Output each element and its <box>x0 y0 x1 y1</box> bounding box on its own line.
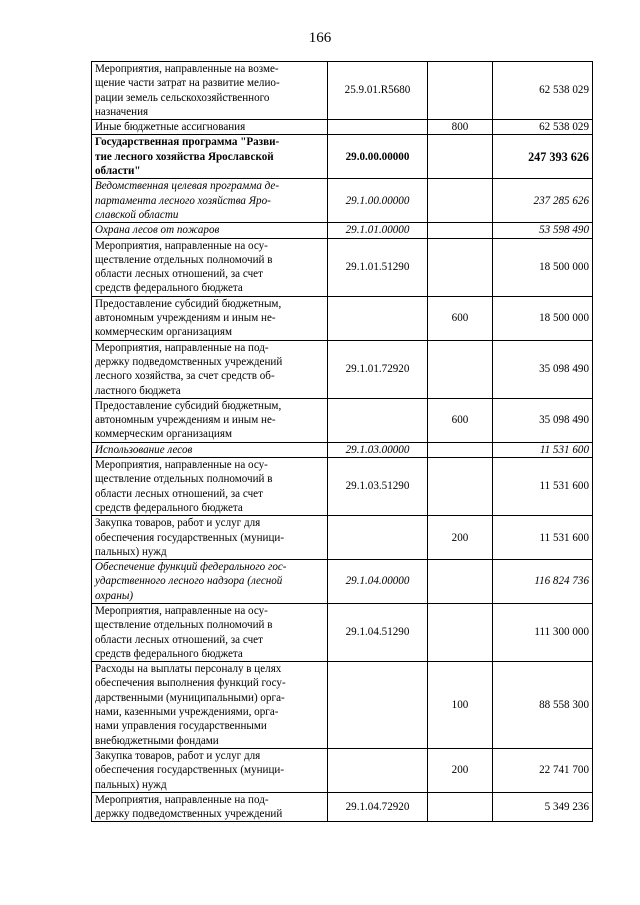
row-code-cell: 29.1.01.72920 <box>328 340 428 398</box>
row-expense-type-cell: 600 <box>428 296 493 340</box>
table-row <box>92 296 593 340</box>
row-name-cell: Обеспечение функций федерального гос- ударственного лесного надзора (лесной охраны) <box>92 560 328 604</box>
row-name-cell: Мероприятия, направленные на возме- щение части затрат на развитие мелио- рации земель сельскохозяйственного назначения <box>92 62 328 120</box>
row-code-cell: 29.0.00.00000 <box>328 135 428 179</box>
row-code-cell: 29.1.01.00000 <box>328 223 428 238</box>
row-expense-type-cell <box>428 442 493 457</box>
row-code-cell <box>328 120 428 135</box>
row-name-cell: Мероприятия, направленные на под- держку подведомственных учреждений <box>92 792 328 822</box>
table-row <box>92 62 593 120</box>
row-expense-type-cell <box>428 238 493 296</box>
row-sum-cell: 18 500 000 <box>493 296 593 340</box>
row-code-cell: 29.1.01.51290 <box>328 238 428 296</box>
table-row <box>92 238 593 296</box>
row-expense-type-cell <box>428 179 493 223</box>
row-sum-cell: 18 500 000 <box>493 238 593 296</box>
table-row <box>92 223 593 238</box>
row-name-cell: Мероприятия, направленные на осу- ществление отдельных полномочий в области лесных отношений, за счет средств федерального бюджета <box>92 458 328 516</box>
table-row <box>92 560 593 604</box>
table-row <box>92 748 593 792</box>
row-expense-type-cell: 800 <box>428 120 493 135</box>
row-code-cell <box>328 398 428 442</box>
row-expense-type-cell <box>428 458 493 516</box>
table-row <box>92 398 593 442</box>
row-expense-type-cell <box>428 62 493 120</box>
row-expense-type-cell: 200 <box>428 516 493 560</box>
row-expense-type-cell <box>428 792 493 822</box>
row-sum-cell: 5 349 236 <box>493 792 593 822</box>
row-code-cell: 29.1.04.00000 <box>328 560 428 604</box>
row-name-cell: Предоставление субсидий бюджетным, автономным учреждениям и иным не- коммерческим организациям <box>92 398 328 442</box>
row-name-cell: Иные бюджетные ассигнования <box>92 120 328 135</box>
row-name-cell: Мероприятия, направленные на осу- ществление отдельных полномочий в области лесных отношений, за счет средств федерального бюджета <box>92 238 328 296</box>
row-sum-cell: 88 558 300 <box>493 662 593 749</box>
row-name-cell: Охрана лесов от пожаров <box>92 223 328 238</box>
row-sum-cell: 35 098 490 <box>493 398 593 442</box>
row-code-cell: 29.1.03.51290 <box>328 458 428 516</box>
row-name-cell: Расходы на выплаты персоналу в целях обеспечения выполнения функций госу- дарственными (муниципальными) орга- нами, казенными учреждениями, орга- нами управления государственными внебюджетными фондами <box>92 662 328 749</box>
row-sum-cell: 247 393 626 <box>493 135 593 179</box>
row-expense-type-cell: 100 <box>428 662 493 749</box>
table-row <box>92 792 593 822</box>
table-row <box>92 458 593 516</box>
row-name-cell: Государственная программа "Разви- тие лесного хозяйства Ярославской области" <box>92 135 328 179</box>
table-row <box>92 179 593 223</box>
row-code-cell <box>328 516 428 560</box>
row-name-cell: Мероприятия, направленные на осу- ществление отдельных полномочий в области лесных отношений, за счет средств федерального бюджета <box>92 603 328 661</box>
row-code-cell: 25.9.01.R5680 <box>328 62 428 120</box>
table-row <box>92 135 593 179</box>
row-expense-type-cell: 200 <box>428 748 493 792</box>
row-name-cell: Использование лесов <box>92 442 328 457</box>
table-row <box>92 662 593 749</box>
row-code-cell: 29.1.00.00000 <box>328 179 428 223</box>
row-sum-cell: 11 531 600 <box>493 442 593 457</box>
row-sum-cell: 11 531 600 <box>493 516 593 560</box>
row-sum-cell: 111 300 000 <box>493 603 593 661</box>
row-code-cell: 29.1.03.00000 <box>328 442 428 457</box>
row-code-cell <box>328 748 428 792</box>
table-row <box>92 442 593 457</box>
row-sum-cell: 35 098 490 <box>493 340 593 398</box>
row-sum-cell: 62 538 029 <box>493 62 593 120</box>
row-expense-type-cell <box>428 560 493 604</box>
table-row <box>92 603 593 661</box>
table-row <box>92 340 593 398</box>
page-number: 166 <box>308 30 332 46</box>
row-sum-cell: 62 538 029 <box>493 120 593 135</box>
row-name-cell: Закупка товаров, работ и услуг для обеспечения государственных (муници- пальных) нужд <box>92 516 328 560</box>
row-sum-cell: 22 741 700 <box>493 748 593 792</box>
row-sum-cell: 53 598 490 <box>493 223 593 238</box>
row-code-cell: 29.1.04.51290 <box>328 603 428 661</box>
row-expense-type-cell <box>428 603 493 661</box>
row-expense-type-cell <box>428 340 493 398</box>
row-sum-cell: 237 285 626 <box>493 179 593 223</box>
row-name-cell: Предоставление субсидий бюджетным, автономным учреждениям и иным не- коммерческим организациям <box>92 296 328 340</box>
row-name-cell: Ведомственная целевая программа де- партамента лесного хозяйства Яро- славской области <box>92 179 328 223</box>
row-expense-type-cell: 600 <box>428 398 493 442</box>
row-name-cell: Закупка товаров, работ и услуг для обеспечения государственных (муници- пальных) нужд <box>92 748 328 792</box>
row-code-cell <box>328 296 428 340</box>
row-expense-type-cell <box>428 223 493 238</box>
row-code-cell <box>328 662 428 749</box>
row-expense-type-cell <box>428 135 493 179</box>
budget-table-body <box>92 62 593 822</box>
table-row <box>92 120 593 135</box>
row-code-cell: 29.1.04.72920 <box>328 792 428 822</box>
row-sum-cell: 116 824 736 <box>493 560 593 604</box>
row-sum-cell: 11 531 600 <box>493 458 593 516</box>
table-row <box>92 516 593 560</box>
row-name-cell: Мероприятия, направленные на под- держку подведомственных учреждений лесного хозяйства, за счет средств об- ластного бюджета <box>92 340 328 398</box>
budget-table <box>91 61 593 822</box>
